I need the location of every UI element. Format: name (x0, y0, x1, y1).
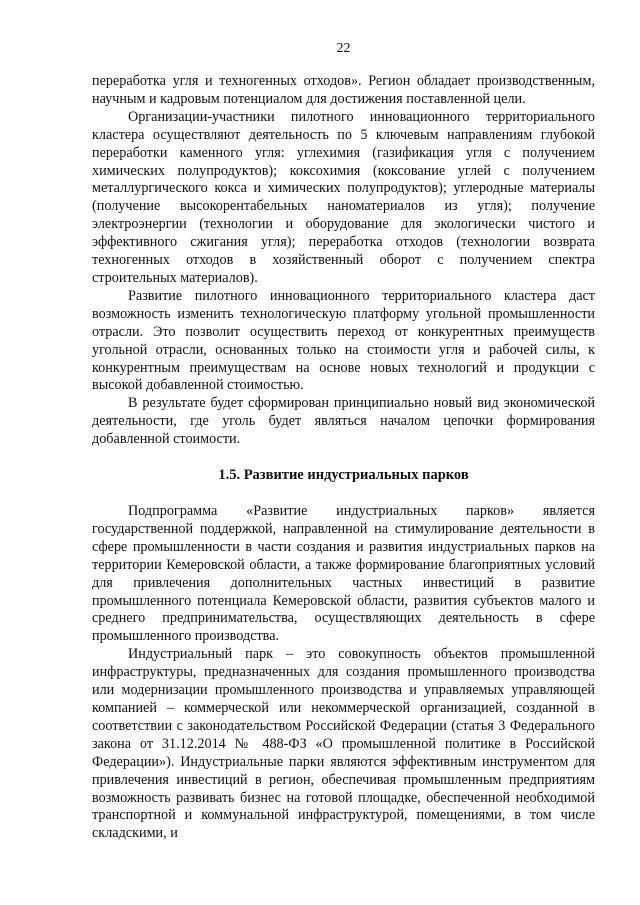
section-heading: 1.5. Развитие индустриальных парков (218, 467, 469, 484)
paragraph-6: Индустриальный парк – это совокупность объектов промышленной инфраструктуры, предназначенных для создания промышленного производства или модернизации промышленного производства и управляемых управляющей компанией – коммерческой или некоммерческой организацией, созданной в соответствии с законодательством Российской Федерации (статья 3 Федерального закона от 31.12.2014 № 488-ФЗ «О промышленной политике в Российской Федерации»). Индустриальные парки являются эффективным инструментом для привлечения инвестиций в регион, обеспечивая промышленным предприятиям возможность развивать бизнес на готовой площадке, обеспеченной необходимой транспортной и коммунальной инфраструктурой, помещениями, в том числе складскими, и (92, 646, 595, 842)
paragraph-4: В результате будет сформирован принципиально новый вид экономической деятельности, где уголь будет являться началом цепочки формирования добавленной стоимости. (92, 395, 595, 448)
document-page (92, 40, 595, 843)
paragraph-5: Подпрограмма «Развитие индустриальных парков» является государственной поддержкой, направленной на стимулирование деятельности в сфере промышленности в части создания и развития индустриальных парков на территории Кемеровской области, а также формирование благоприятных условий для привлечения дополнительных частных инвестиций в развитие промышленного потенциала Кемеровской области, развития субъектов малого и среднего предпринимательства, осуществляющих деятельность в сфере промышленного производства. (92, 503, 595, 645)
paragraph-3: Развитие пилотного инновационного территориального кластера даст возможность изменить технологическую платформу угольной промышленности отрасли. Это позволит осуществить переход от конкурентных преимуществ угольной отрасли, основанных только на стоимости угля и рабочей силы, к конкурентным преимуществам на основе новых технологий и продукции с высокой добавленной стоимостью. (92, 287, 595, 394)
page-number: 22 (336, 41, 351, 56)
paragraph-2: Организации-участники пилотного инновационного территориального кластера осуществляют деятельность по 5 ключевым направлениям глубокой переработки каменного угля: углехимия (газификация угля с получением химических полупродуктов); коксохимия (коксование углей с получением металлургического кокса и химических полупродуктов); углеродные материалы (получение высокорентабельных наноматериалов из угля); получение электроэнергии (технологии и оборудование для экологически чистого и эффективного сжигания угля); переработка отходов (технологии возврата техногенных отходов в хозяйственный оборот с получением спектра строительных материалов). (92, 108, 595, 286)
paragraph-1: переработка угля и техногенных отходов». Регион обладает производственным, научным и кадровым потенциалом для достижения поставленной цели. (92, 73, 595, 107)
